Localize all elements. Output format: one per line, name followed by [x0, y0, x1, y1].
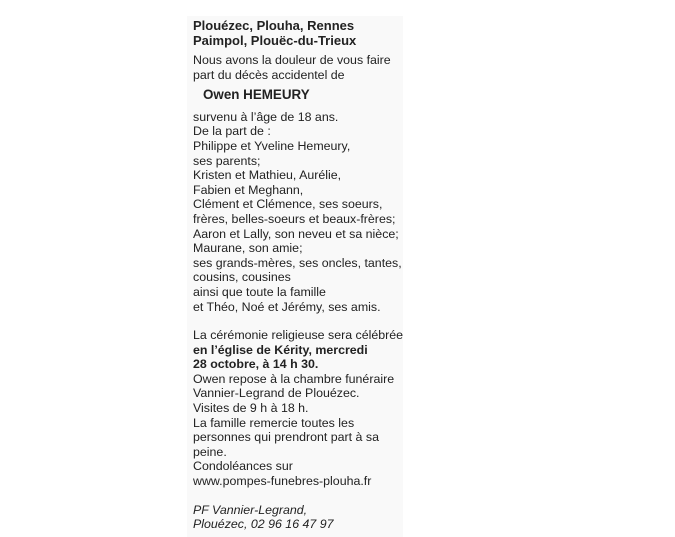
- intro-text: [193, 53, 403, 82]
- intro-line: Nous avons la douleur de vous faire: [193, 53, 391, 67]
- ceremony-place: en l’église de Kérity, mercredi: [193, 342, 368, 357]
- family-line: Fabien et Meghann,: [193, 182, 304, 197]
- family-line: ses parents;: [193, 153, 261, 168]
- paragraph-gap: [193, 489, 403, 503]
- family-line: ainsi que toute la famille: [193, 284, 326, 299]
- deceased-name: Owen HEMEURY: [203, 87, 310, 103]
- notice-body: [187, 16, 403, 532]
- ceremony-detail: Condoléances sur: [193, 459, 293, 474]
- ceremony-detail: peine.: [193, 444, 227, 459]
- intro-line: part du décès accidentel de: [193, 67, 345, 82]
- family-line: Philippe et Yveline Hemeury,: [193, 138, 351, 153]
- ceremony-section: [193, 328, 403, 489]
- ceremony-date: 28 octobre, à 14 h 30.: [193, 357, 319, 372]
- obituary-notice: [187, 16, 403, 537]
- family-line: survenu à l’âge de 18 ans.: [193, 109, 339, 124]
- ceremony-detail: Vannier-Legrand de Plouézec.: [193, 386, 360, 401]
- funeral-home-footer: [193, 503, 403, 532]
- family-line: cousins, cousines: [193, 270, 291, 285]
- family-list: [193, 110, 403, 314]
- ceremony-detail: personnes qui prendront part à sa: [193, 430, 379, 445]
- condolences-website: www.pompes-funebres-plouha.fr: [193, 474, 372, 489]
- family-line: Kristen et Mathieu, Aurélie,: [193, 168, 342, 183]
- family-line: ses grands-mères, ses oncles, tantes,: [193, 255, 402, 270]
- family-line: et Théo, Noé et Jérémy, ses amis.: [193, 299, 381, 314]
- header-towns-line-1: Plouézec, Plouha, Rennes: [193, 18, 355, 33]
- ceremony-intro: La cérémonie religieuse sera célébrée: [193, 328, 404, 343]
- funeral-home-contact: Plouézec, 02 96 16 47 97: [193, 517, 334, 532]
- funeral-home-name: PF Vannier-Legrand,: [193, 502, 308, 517]
- ceremony-detail: La famille remercie toutes les: [193, 415, 355, 430]
- family-line: Clément et Clémence, ses soeurs,: [193, 197, 383, 212]
- header-towns-line-2: Paimpol, Plouëc-du-Trieux: [193, 33, 357, 48]
- ceremony-detail: Visites de 9 h à 18 h.: [193, 401, 309, 416]
- family-line: Aaron et Lally, son neveu et sa nièce;: [193, 226, 399, 241]
- notice-header: [193, 16, 403, 48]
- ceremony-detail: Owen repose à la chambre funéraire: [193, 371, 395, 386]
- paragraph-gap: [193, 314, 403, 328]
- family-line: frères, belles-soeurs et beaux-frères;: [193, 211, 396, 226]
- family-line: De la part de :: [193, 124, 271, 139]
- family-line: Maurane, son amie;: [193, 241, 303, 256]
